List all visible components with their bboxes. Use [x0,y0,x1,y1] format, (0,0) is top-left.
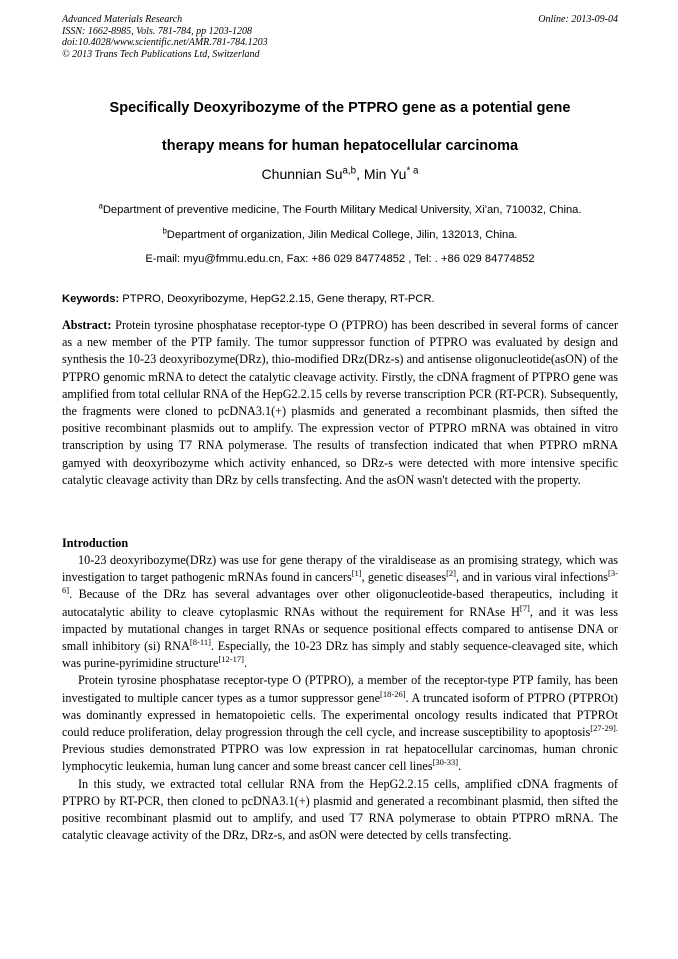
paragraph-text: . [458,759,462,774]
author-separator: , [356,166,364,182]
citation: [7] [519,602,530,613]
citation: [2] [446,568,457,579]
citation: [12-17] [218,654,244,665]
author-name: Chunnian Su [261,166,343,182]
title-line-2: therapy means for human hepatocellular carcinoma [161,138,519,154]
author-name: Min Yu [363,166,407,182]
author-affiliation-mark: a,b [342,165,357,177]
paragraph-text: 10-23 deoxyribozyme(DRz) was use for gene therapy of the viraldisease as an promising strategy, which was investigation to target pathogenic mRNAs found in cancers [62,553,618,585]
keywords-text: PTPRO, Deoxyribozyme, HepG2.2.15, Gene therapy, RT-PCR. [119,293,435,305]
paragraph-text: , and in various viral infections [456,570,609,585]
paragraph-text: . A truncated isoform of PTPRO (PTPROt) was dominantly expressed in hematopoietic cells. The experimental oncology results indicated that PTPROt could reduce proliferation, delay progression through the cell cycle, and increase susceptibility to apoptosis [62,690,618,740]
paragraph [62,776,618,845]
affiliation-text: Department of organization, Jilin Medical College, Jilin, 132013, China. [166,229,518,241]
copyright-line: © 2013 Trans Tech Publications Ltd, Switzerland [62,48,260,60]
introduction-body [62,552,618,844]
affiliation-1 [62,203,618,218]
paragraph-text: In this study, we extracted total cellular RNA from the HepG2.2.15 cells, amplified cDNA fragments of PTPRO by RT-PCR, then cloned to pcDNA3.1(+) plasmid and generated a recombinant plasmid, then sifted the positive recombinant plasmid out to amplify, and used T7 RNA polymerase to obtain PTPRO mRNA. The catalytic cleavage activity of the DRz, DRz-s, and asON were detected by cells transfecting. [62,776,618,843]
journal-name: Advanced Materials Research [62,14,183,25]
paragraph-text: , genetic diseases [361,570,447,585]
contact-info: E-mail: myu@fmmu.edu.cn, Fax: +86 029 84774852 , Tel: . +86 029 84774852 [145,253,535,265]
citation: [27-29]. [590,722,618,733]
keywords-label: Keywords: [62,293,120,305]
paragraph [62,672,618,775]
doi-line: doi:10.4028/www.scientific.net/AMR.781-784.1203 [62,37,268,48]
paragraph-text: . Especially, the 10-23 DRz has simply and stably sequence-cleavaged site, which was purine-pyrimidine structure [62,639,618,671]
paragraph [62,552,618,672]
section-heading: Introduction [62,536,129,550]
paragraph-text: , and it was less impacted by mutational changes in target RNAs or sequence positional effects compared to antisense DNA or small inhibitory (si) RNA [62,604,618,654]
affiliation-2 [62,228,618,243]
abstract-text: Protein tyrosine phosphatase receptor-type O (PTPRO) has been described in several forms of cancer as a new member of the PTP family. The tumor suppressor function of PTPRO was evaluated by design and synthesis the 10-23 deoxyribozyme(DRz), thio-modified DRz(DRz-s) and antisense oligonucleotide(asON) of the PTPRO genomic mRNA to detect the catalytic cleavage activity. Firstly, the cDNA fragment of PTPRO gene was amplified from total cellular RNA of the HepG2.2.15 cells by reverse transcription PCR (RT-PCR). Subsequently, the fragments were cloned to pcDNA3.1(+) plasmids and generated a recombinant plasmids, then sifted the positive recombinant plasmids out to amplify. The expression vector of PTPRO mRNA was obtained in vitro transcription by using T7 RNA polymerase. The results of transfection indicated that when PTPRO mRNA gamyed with deoxyribozyme which activity enhanced, so DRz-s were detected with more intensive specific catalytic cleavage activity than DRz by cells transfecting. And the asON wasn't detected with the property. [62,318,618,487]
journal-header [62,14,618,60]
paper-title [62,89,618,165]
keywords [62,292,618,306]
abstract-label: Abstract: [62,318,112,332]
affiliation-mark: b [162,226,167,236]
abstract [62,317,618,489]
citation: [1] [351,568,362,579]
title-line-1: Specifically Deoxyribozyme of the PTPRO gene as a potential gene [109,100,571,116]
citation: [8-11] [189,636,211,647]
citation: [3-6] [62,568,618,596]
affiliation-mark: a [98,201,103,211]
citation: [18-26] [380,688,406,699]
issn-line: ISSN: 1662-8985, Vols. 781-784, pp 1203-1208 [62,25,252,37]
paragraph-text: Previous studies demonstrated PTPRO was low expression in rat hepatocellular carcinomas, human chronic lymphocytic leukemia, human lung cancer and some breast cancer cell lines [62,742,618,774]
author-affiliation-mark: * a [406,165,419,177]
paragraph-text: . [243,656,248,671]
paragraph-text: Protein tyrosine phosphatase receptor-type O (PTPRO), a member of the receptor-type PTP family, has been investigated to multiple cancer types as a tumor suppressor gene [62,673,618,705]
affiliation-text: Department of preventive medicine, The Fourth Military Medical University, Xi'an, 710032, China. [102,204,582,216]
citation: [30-33] [432,757,459,768]
online-date: Online: 2013-09-04 [538,14,618,25]
paragraph-text: . Because of the DRz has several advantages over other oligonucleotide-based therapeutics, including it autocatalytic ability to cleave cytoplasmic RNAs without the requirement for RNAse H [62,587,618,619]
author-list [62,164,618,184]
